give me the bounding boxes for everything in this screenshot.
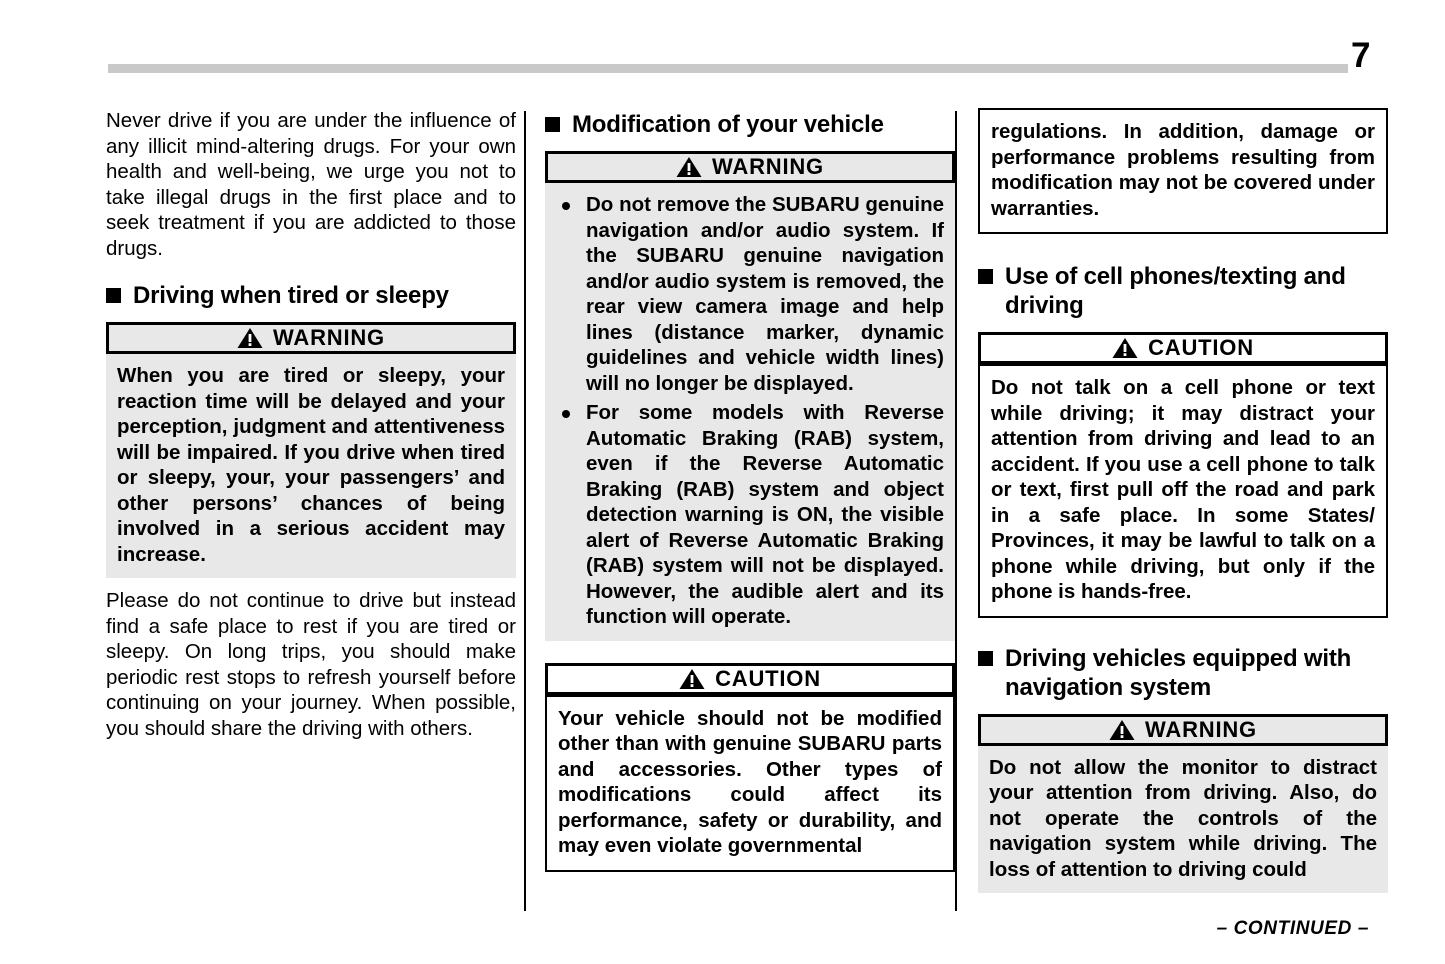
- continued-text: regulations. In addition, damage or performance problems resulting from modification may not be covered under warranties.: [991, 120, 1375, 220]
- warning-triangle-icon: [1109, 719, 1135, 741]
- column-1: [106, 108, 516, 908]
- caution-body: [978, 364, 1388, 618]
- warning-triangle-icon: [676, 156, 702, 178]
- warning-bullet-list: [556, 192, 944, 630]
- bullet-dot-icon: [562, 410, 570, 418]
- list-item: [556, 400, 944, 630]
- content-columns: [0, 108, 1445, 908]
- warning-triangle-icon: [679, 668, 705, 690]
- caution-box-cell-phones: [978, 332, 1388, 618]
- heading-driving-with-navigation: [978, 644, 1388, 702]
- closing-paragraph: Please do not continue to drive but instead find a safe place to rest if you are tired or sleepy. On long trips, you should make periodic rest stops to refresh yourself before continuing on your journey. When possible, you should share the driving with others.: [106, 589, 516, 740]
- caution-body: [545, 695, 955, 872]
- column-divider-right: [955, 111, 957, 911]
- list-item: [556, 192, 944, 396]
- warning-body: [106, 354, 516, 578]
- heading-driving-when-tired: [106, 281, 516, 310]
- heading-cell-phones-texting: [978, 262, 1388, 320]
- intro-paragraph: Never drive if you are under the influence of any illicit mind-altering drugs. For your own health and well-being, we urge you not to take illegal drugs in the first place and to seek treatment if you are addicted to those drugs.: [106, 109, 516, 260]
- caution-box-modification: [545, 663, 955, 872]
- warning-box-tired-sleepy: [106, 322, 516, 578]
- heading-modification-of-vehicle: [545, 110, 955, 139]
- warning-triangle-icon: [237, 327, 263, 349]
- caution-label: CAUTION: [715, 665, 821, 691]
- square-bullet-icon: [978, 651, 993, 666]
- warning-header: [106, 322, 516, 354]
- warning-label: WARNING: [1145, 716, 1257, 742]
- square-bullet-icon: [106, 288, 121, 303]
- section-heading-label: Driving vehicles equipped with navigation system: [1005, 644, 1352, 701]
- page-header: [0, 0, 1445, 96]
- list-item-text: For some models with Reverse Automatic Braking (RAB) system, even if the Reverse Automatic Braking (RAB) system and object detection warning is ON, the visible alert of Reverse Automatic Braking (RAB) system will not be displayed. However, the audible alert and its function will operate.: [586, 401, 944, 628]
- warning-body: [978, 746, 1388, 894]
- warning-text: Do not allow the monitor to distract your attention from driving. Also, do not operate the controls of the navigation system while driving. The loss of attention to driving could: [989, 755, 1377, 881]
- column-2: [545, 108, 955, 908]
- warning-box-modification: [545, 151, 955, 641]
- column-3: [978, 108, 1388, 908]
- warning-triangle-icon: [1112, 337, 1138, 359]
- caution-text: Your vehicle should not be modified other than with genuine SUBARU parts and accessories. Other types of modifications could affect its performance, safety or durability, and may even violate governmental: [558, 706, 942, 857]
- caution-text: Do not talk on a cell phone or text while driving; it may distract your attention from driving and lead to an accident. If you use a cell phone to talk or text, first pull off the road and park in a safe place. In some States/ Provinces, it may be lawful to talk on a phone while driving, but only if the phone is hands-free.: [991, 376, 1375, 603]
- section-heading-label: Modification of your vehicle: [572, 111, 884, 138]
- section-heading-label: Use of cell phones/texting and driving: [1005, 263, 1346, 319]
- page-number: 7: [1351, 36, 1370, 75]
- caution-header: [545, 663, 955, 695]
- section-heading-label: Driving when tired or sleepy: [133, 282, 449, 309]
- caution-label: CAUTION: [1148, 335, 1254, 360]
- continued-text-box: [978, 108, 1388, 234]
- caution-header: [978, 332, 1388, 364]
- warning-header: [545, 151, 955, 183]
- warning-box-navigation: [978, 714, 1388, 894]
- square-bullet-icon: [545, 117, 560, 132]
- square-bullet-icon: [978, 269, 993, 284]
- warning-body: [545, 183, 955, 641]
- warning-header: [978, 714, 1388, 746]
- list-item-text: Do not remove the SUBARU genuine navigation and/or audio system. If the SUBARU genuine navigation and/or audio system is removed, the rear view camera image and help lines (distance marker, dynamic guidelines and vehicle width lines) will no longer be displayed.: [586, 193, 944, 395]
- header-rule: [108, 64, 1348, 73]
- warning-text: When you are tired or sleepy, your reaction time will be delayed and your perception, judgment and attentiveness will be impaired. If you drive when tired or sleepy, your, your passengers’ and other persons’ chances of being involved in a serious accident may increase.: [117, 364, 505, 566]
- warning-label: WARNING: [712, 154, 824, 179]
- column-divider-left: [524, 111, 526, 911]
- bullet-dot-icon: [562, 202, 570, 210]
- warning-label: WARNING: [273, 325, 385, 350]
- footer-continued-note: – CONTINUED –: [1216, 918, 1369, 939]
